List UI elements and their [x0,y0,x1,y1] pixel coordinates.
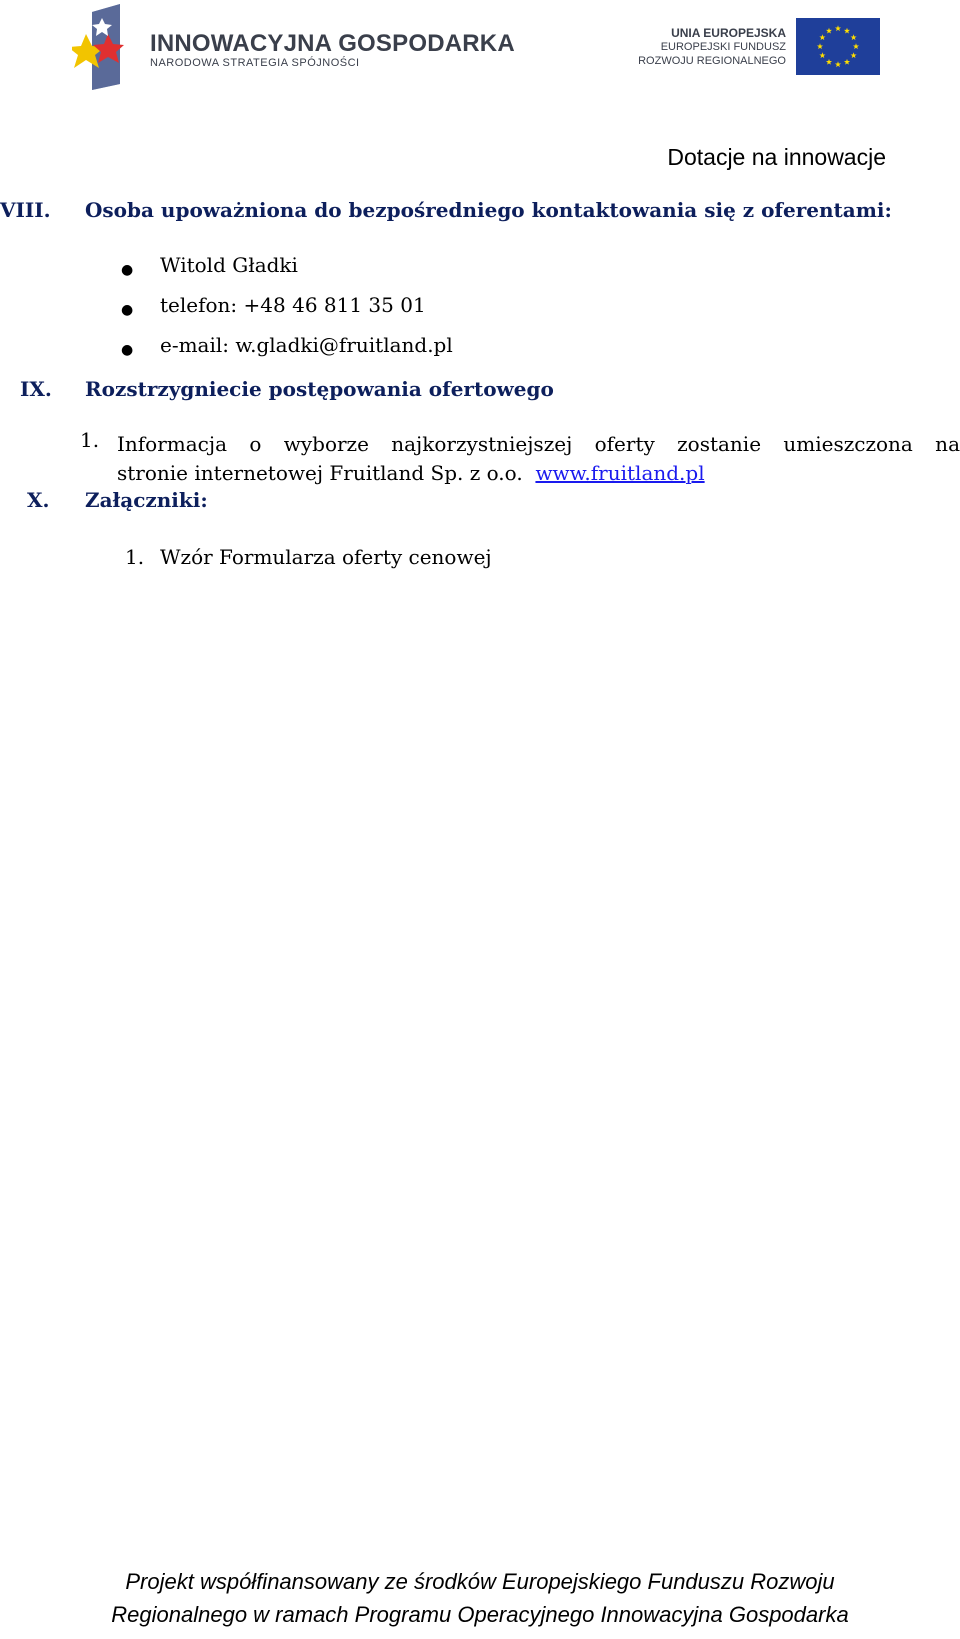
logo-left-title: INNOWACYJNA GOSPODARKA [150,30,515,57]
section-x-number: X. [27,488,50,512]
bullet-icon: ● [121,302,134,318]
footer [0,1565,960,1631]
contact-email: e-mail: w.gladki@fruitland.pl [160,333,453,357]
contact-phone: telefon: +48 46 811 35 01 [160,293,426,317]
innowacyjna-gospodarka-emblem-icon [72,4,152,90]
eu-flag-icon [796,18,880,75]
section-ix-item-line2-text: stronie internetowej Fruitland Sp. z o.o. [117,461,523,485]
section-ix-title: Rozstrzygniecie postępowania ofertowego [85,377,554,401]
bullet-icon: ● [121,262,134,278]
section-viii-number: VIII. [0,198,51,222]
fruitland-website-link[interactable]: www.fruitland.pl [535,461,705,485]
section-x-title: Załączniki: [85,488,208,512]
section-ix-number: IX. [20,377,52,401]
footer-line1: Projekt współfinansowany ze środków Europejskiego Funduszu Rozwoju [125,1569,835,1594]
logo-left-subtitle: NARODOWA STRATEGIA SPÓJNOŚCI [150,57,360,69]
attachment-item: Wzór Formularza oferty cenowej [160,545,492,569]
eu-logo-text [638,26,786,68]
attachment-number: 1. [125,545,145,569]
section-ix-item-line2 [117,461,705,485]
document-title: Dotacje na innowacje [667,144,886,170]
eu-logo-line3: ROZWOJU REGIONALNEGO [638,55,786,67]
section-ix-item-line1: Informacja o wyborze najkorzystniejszej oferty zostanie umieszczona na [117,432,960,456]
section-viii-title: Osoba upoważniona do bezpośredniego kontaktowania się z oferentami: [85,198,892,222]
section-ix-item-number: 1. [80,428,100,452]
eu-logo-line1: UNIA EUROPEJSKA [671,26,786,40]
bullet-icon: ● [121,342,134,358]
eu-logo-line2: EUROPEJSKI FUNDUSZ [660,41,786,53]
contact-name: Witold Gładki [160,253,298,277]
footer-line2: Regionalnego w ramach Programu Operacyjnego Innowacyjna Gospodarka [111,1602,849,1627]
